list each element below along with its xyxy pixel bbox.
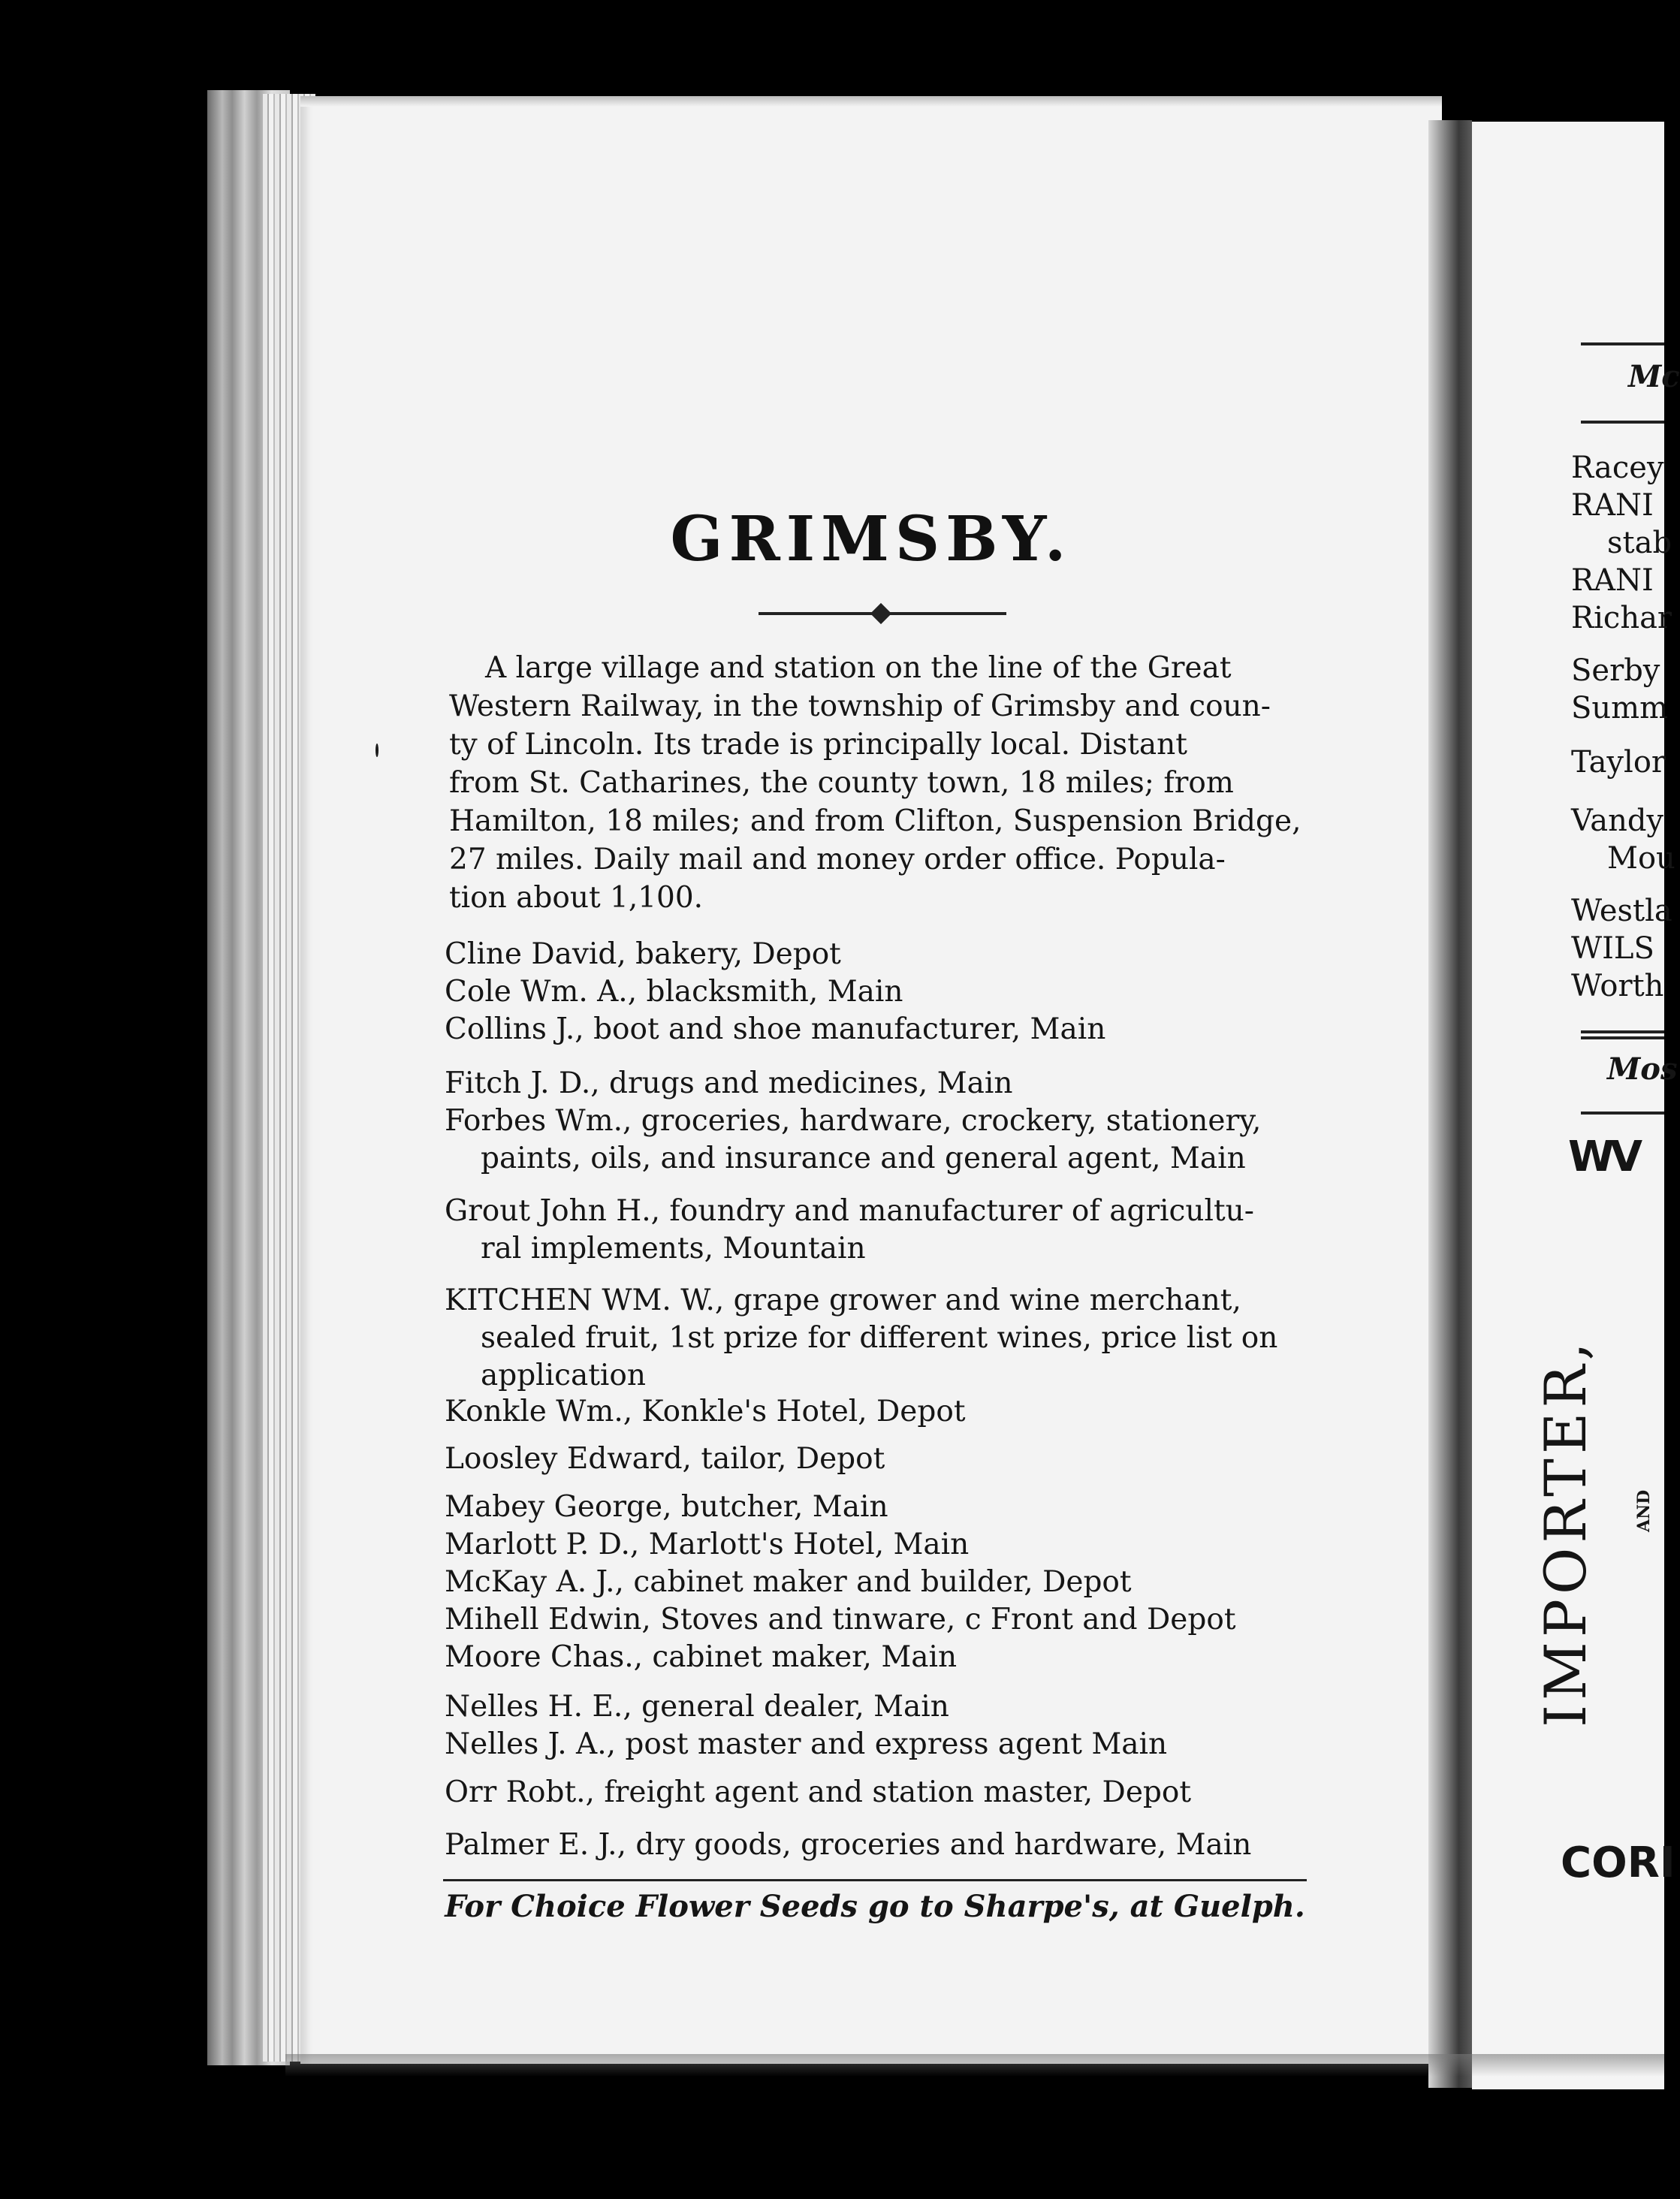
right-page-header: Mc	[1628, 359, 1680, 394]
intro-line: A large village and station on the line of the Great	[485, 651, 1232, 685]
right-page-line: Summ	[1571, 691, 1669, 725]
right-page-line: Vandy	[1571, 804, 1664, 838]
listing-entry	[445, 1688, 1331, 1726]
listing-line: Cline David, bakery, Depot	[445, 937, 841, 971]
listing-line: Loosley Edward, tailor, Depot	[445, 1442, 885, 1476]
listing-entry	[445, 1601, 1331, 1639]
footer-divider	[443, 1879, 1307, 1881]
right-page-line: WILS	[1571, 931, 1654, 966]
listing-entry	[445, 1065, 1331, 1103]
intro-line: from St. Catharines, the county town, 18 miles; from	[449, 766, 1234, 800]
right-page-corner-text: CORI	[1561, 1839, 1675, 1887]
listing-entry	[445, 1440, 1331, 1478]
intro-line: 27 miles. Daily mail and money order office. Popula-	[449, 843, 1226, 876]
listing-entry	[445, 1393, 1331, 1431]
listing-line: McKay A. J., cabinet maker and builder, Depot	[445, 1565, 1132, 1599]
footer-advertisement: For Choice Flower Seeds go to Sharpe's, at Guelph.	[445, 1889, 1305, 1924]
listing-line: sealed fruit, 1st prize for different wines, price list on	[481, 1321, 1278, 1355]
right-page-rule	[1581, 1030, 1664, 1033]
right-page-rule	[1581, 342, 1664, 345]
intro-paragraph	[449, 649, 1320, 917]
listing-line: Grout John H., foundry and manufacturer of agricultu-	[445, 1194, 1254, 1228]
listing-line: Konkle Wm., Konkle's Hotel, Depot	[445, 1395, 966, 1428]
right-page-vertical-heading: IMPORTER,	[1532, 1338, 1599, 1727]
right-page-header: Mos	[1607, 1051, 1678, 1087]
right-page-rule	[1581, 421, 1664, 424]
listing-line: Collins J., boot and shoe manufacturer, Main	[445, 1012, 1106, 1046]
intro-line: ty of Lincoln. Its trade is principally local. Distant	[449, 728, 1187, 762]
listing-entry	[445, 1193, 1331, 1268]
right-page-line: Mou	[1607, 841, 1675, 876]
page-title: GRIMSBY.	[670, 503, 1072, 575]
right-page	[1472, 122, 1664, 2089]
listing-entry	[445, 1489, 1331, 1526]
listing-line: Orr Robt., freight agent and station master, Depot	[445, 1775, 1192, 1809]
listing-line: Mabey George, butcher, Main	[445, 1490, 888, 1524]
intro-line: Hamilton, 18 miles; and from Clifton, Suspension Bridge,	[449, 804, 1301, 838]
listing-entry	[445, 1726, 1331, 1763]
intro-line: Western Railway, in the township of Grimsby and coun-	[449, 689, 1271, 723]
listing-line: Nelles J. A., post master and express agent Main	[445, 1727, 1168, 1761]
listing-entry	[445, 1826, 1331, 1864]
listing-entry	[445, 1526, 1331, 1564]
listing-entry	[445, 973, 1331, 1011]
listing-line: Fitch J. D., drugs and medicines, Main	[445, 1066, 1013, 1100]
listing-line: Palmer E. J., dry goods, groceries and hardware, Main	[445, 1828, 1252, 1862]
right-page-line: Racey	[1571, 451, 1664, 485]
right-page-line: Westla	[1571, 894, 1672, 928]
right-page-line: Taylor	[1571, 745, 1666, 780]
page-bottom-shadow	[285, 2054, 1664, 2077]
scan-speck	[376, 744, 379, 757]
right-page-line: RANI	[1571, 488, 1654, 523]
right-page-and: AND	[1634, 1489, 1654, 1532]
right-page-line: Richar	[1571, 601, 1672, 635]
listing-line: Cole Wm. A., blacksmith, Main	[445, 975, 903, 1009]
listing-entry	[445, 1639, 1331, 1676]
right-page-ornament: WV	[1568, 1133, 1639, 1181]
right-page-line: Serby	[1571, 653, 1660, 688]
listing-line: ral implements, Mountain	[481, 1232, 866, 1265]
right-page-line: Worth	[1571, 969, 1664, 1003]
listing-line: Nelles H. E., general dealer, Main	[445, 1690, 949, 1724]
listing-line: Moore Chas., cabinet maker, Main	[445, 1640, 958, 1674]
listing-entry	[445, 1564, 1331, 1601]
book-gutter	[1428, 120, 1472, 2088]
listing-entry	[445, 1011, 1331, 1048]
listing-entry	[445, 936, 1331, 973]
right-page-rule	[1581, 1112, 1664, 1115]
listing-line: KITCHEN WM. W., grape grower and wine merchant,	[445, 1284, 1241, 1317]
intro-line: tion about 1,100.	[449, 881, 704, 915]
listing-entry	[445, 1774, 1331, 1811]
right-page-rule	[1581, 1036, 1664, 1039]
listing-line: paints, oils, and insurance and general agent, Main	[481, 1142, 1246, 1175]
listing-line: Mihell Edwin, Stoves and tinware, c Front and Depot	[445, 1603, 1236, 1636]
listing-entry	[445, 1282, 1331, 1395]
listing-line: Marlott P. D., Marlott's Hotel, Main	[445, 1528, 970, 1561]
listing-line: application	[481, 1359, 646, 1392]
listing-entry	[445, 1103, 1331, 1178]
right-page-line: RANI	[1571, 563, 1654, 598]
right-page-line: stab	[1607, 526, 1672, 560]
listing-line: Forbes Wm., groceries, hardware, crockery, stationery,	[445, 1104, 1262, 1138]
